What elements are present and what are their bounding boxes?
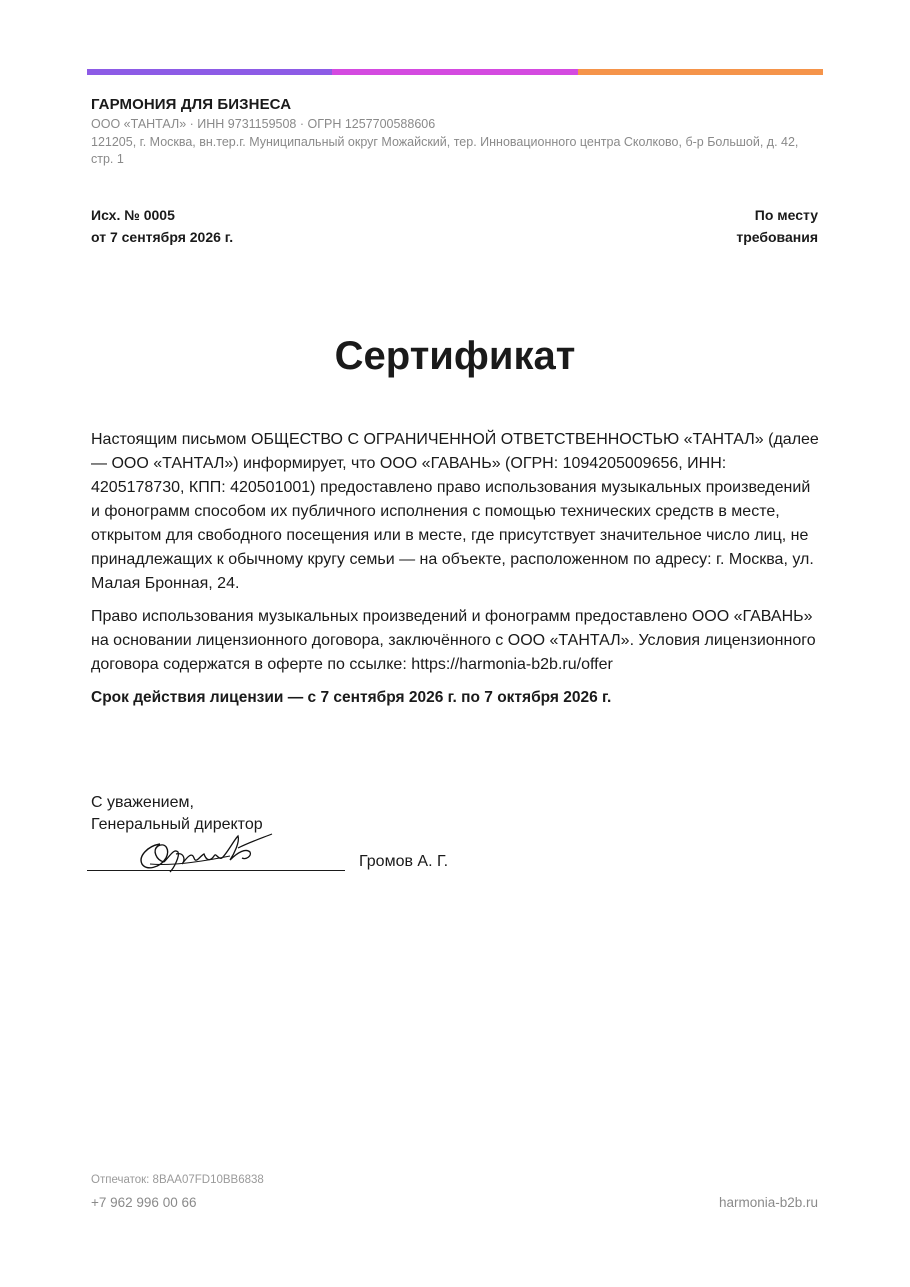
recipient-line-2: требования — [736, 229, 818, 245]
footer-website: harmonia-b2b.ru — [718, 1195, 818, 1210]
document-title: Сертификат — [334, 334, 576, 378]
body-paragraph-1: Настоящим письмом ОБЩЕСТВО С ОГРАНИЧЕННОЙ ОТВЕТСТВЕННОСТЬЮ «ТАНТАЛ» (далее — ООО «ТАНТАЛ») информирует, что ООО «ГАВАНЬ» (ОГРН: 1094205009656, ИНН: 4205178730, КПП: 420501001) предоставлено право использования музыкальных произведений и фонограмм способом их публичного исполнения с помощью технических средств в месте, открытом для свободного посещения или в месте, где присутствует значительное число лиц, не принадлежащих к обычному кругу семьи — на объекте, расположенном по адресу: г. Москва, ул. Малая Бронная, 24. — [91, 431, 819, 592]
reference-number: Исх. № 0005 — [91, 207, 175, 223]
company-legal-info: ООО «ТАНТАЛ» · ИНН 9731159508 · ОГРН 1257700588606 — [91, 117, 436, 131]
accent-bar-orange — [578, 69, 823, 75]
closing-position: Генеральный директор — [91, 816, 263, 833]
footer-phone: +7 962 996 00 66 — [91, 1195, 197, 1210]
top-accent-bar — [87, 69, 823, 75]
signer-name: Громов А. Г. — [359, 853, 449, 870]
recipient-block — [736, 204, 818, 248]
handwritten-signature — [130, 826, 280, 876]
accent-bar-magenta — [332, 69, 577, 75]
body-paragraph-2: Право использования музыкальных произведений и фонограмм предоставлено ООО «ГАВАНЬ» на основании лицензионного договора, заключённого с ООО «ТАНТАЛ». Условия лицензионного договора содержатся в оферте по ссылке: https://harmonia-b2b.ru/offer — [91, 608, 816, 673]
document-fingerprint: Отпечаток: 8BAA07FD10BB6838 — [91, 1174, 264, 1186]
license-validity: Срок действия лицензии — с 7 сентября 2026 г. по 7 октября 2026 г. — [91, 689, 612, 706]
outgoing-reference — [91, 204, 233, 248]
company-name: ГАРМОНИЯ ДЛЯ БИЗНЕСА — [91, 96, 292, 113]
reference-date: от 7 сентября 2026 г. — [91, 229, 234, 245]
company-address: 121205, г. Москва, вн.тер.г. Муниципальный округ Можайский, тер. Инновационного центра Сколково, б-р Большой, д. 42, стр. 1 — [91, 135, 799, 166]
accent-bar-purple — [87, 69, 332, 75]
document-body — [91, 428, 821, 719]
recipient-line-1: По месту — [754, 207, 818, 223]
closing-regards: С уважением, — [91, 794, 194, 811]
